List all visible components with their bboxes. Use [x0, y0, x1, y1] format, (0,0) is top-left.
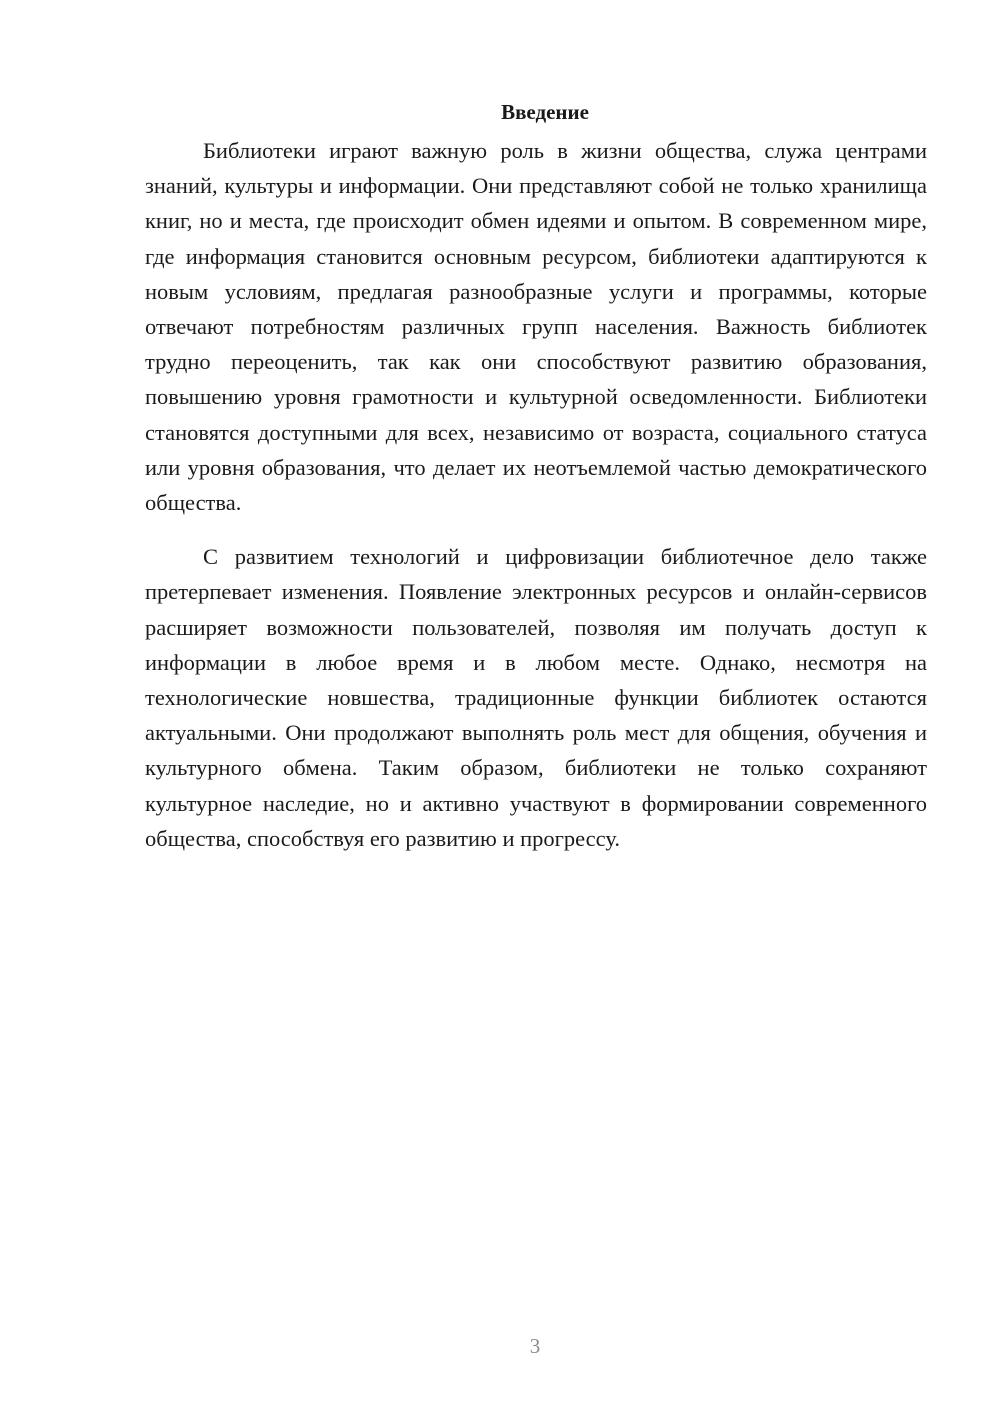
paragraph-2: С развитием технологий и цифровизации библиотечное дело также претерпевает изменения. Появление электронных ресурсов и онлайн-сервисов расширяет возможности пользователей, позволяя им получать доступ к информации в любое время и в любом месте. Однако, несмотря на технологические новшества, традиционные функции библиотек остаются актуальными. Они продолжают выполнять роль мест для общения, обучения и культурного обмена. Таким образом, библиотеки не только сохраняют культурное наследие, но и активно участвуют в формировании современного общества, способствуя его развитию и прогрессу.	[145, 544, 927, 851]
section-heading: Введение	[501, 100, 589, 124]
paragraph-1: Библиотеки играют важную роль в жизни общества, служа центрами знаний, культуры и информации. Они представляют собой не только хранилища книг, но и места, где происходит обмен идеями и опытом. В современном мире, где информация становится основным ресурсом, библиотеки адаптируются к новым условиям, предлагая разнообразные услуги и программы, которые отвечают потребностям различных групп населения. Важность библиотек трудно переоценить, так как они способствуют развитию образования, повышению уровня грамотности и культурной осведомленности. Библиотеки становятся доступными для всех, независимо от возраста, социального статуса или уровня образования, что делает их неотъемлемой частью демократического общества.	[145, 138, 927, 516]
page-content	[145, 95, 927, 856]
page-number: 3	[529, 1334, 541, 1358]
